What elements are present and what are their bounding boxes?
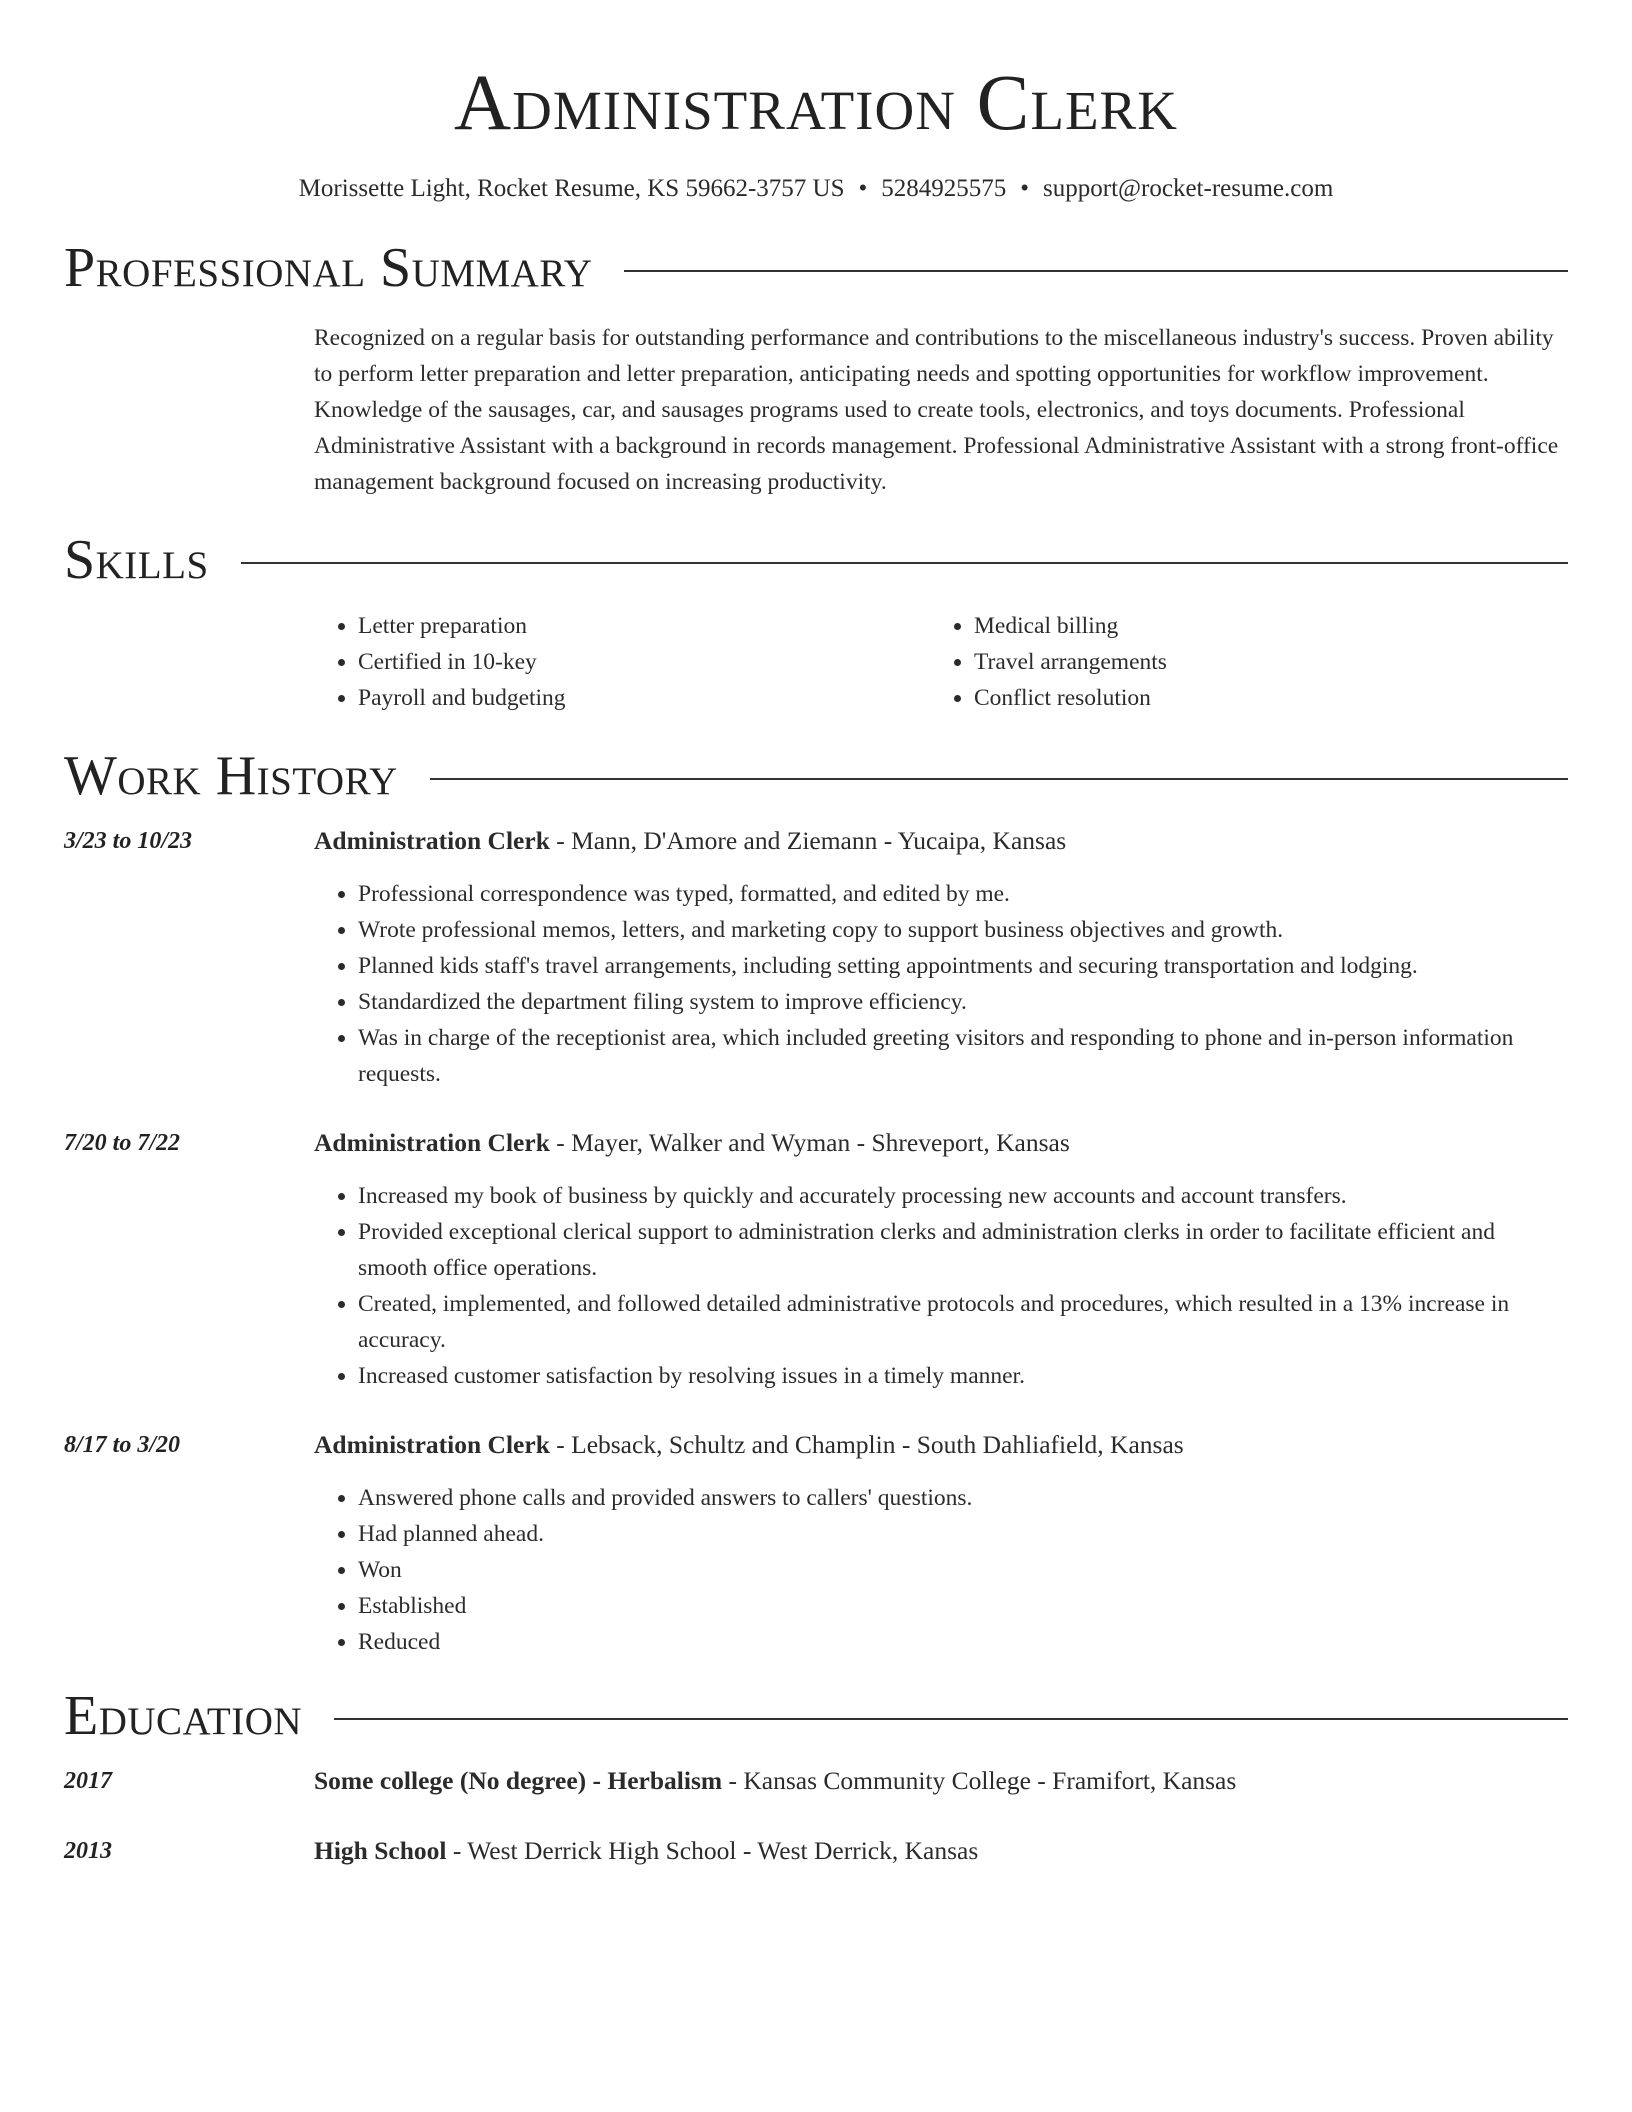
- job-heading: [314, 1126, 1568, 1160]
- address: Morissette Light, Rocket Resume, KS 59662-3757 US: [298, 175, 845, 202]
- job-employer: - Mann, D'Amore and Ziemann - Yucaipa, Kansas: [549, 826, 1067, 855]
- job-employer: - Mayer, Walker and Wyman - Shreveport, Kansas: [549, 1128, 1070, 1157]
- contact-line: [64, 174, 1568, 204]
- job-bullets: [314, 1178, 1568, 1394]
- job-bullet: • Increased my book of business by quickly and accurately processing new accounts and account transfers.: [358, 1178, 1568, 1214]
- education-entry: [64, 1764, 1568, 1798]
- education-school: - West Derrick High School - West Derrick, Kansas: [446, 1836, 979, 1865]
- summary-text: Recognized on a regular basis for outstanding performance and contributions to the miscellaneous industry's success. Proven ability to perform letter preparation and letter preparation, anticipating needs and spotting opportunities for workflow improvement. Knowledge of the sausages, car, and sausages programs used to create tools, electronics, and toys documents. Professional Administrative Assistant with a background in records management. Professional Administrative Assistant with a strong front-office management background focused on increasing productivity.: [314, 325, 1559, 495]
- job-bullet: • Increased customer satisfaction by resolving issues in a timely manner.: [358, 1358, 1568, 1394]
- job-entry: [64, 824, 1568, 1092]
- skills-column-left: [314, 608, 930, 716]
- section-divider: [430, 778, 1568, 780]
- education-section-heading: [64, 1686, 1568, 1746]
- job-bullet: • Established: [358, 1588, 1568, 1624]
- education-school: - Kansas Community College - Framifort, Kansas: [722, 1766, 1237, 1795]
- skill-item: • Payroll and budgeting: [358, 680, 930, 716]
- job-bullet: • Was in charge of the receptionist area, which included greeting visitors and responding to phone and in-person information requests.: [358, 1020, 1568, 1092]
- job-heading: [314, 1428, 1568, 1462]
- job-employer: - Lebsack, Schultz and Champlin - South Dahliafield, Kansas: [549, 1430, 1184, 1459]
- job-bullet: • Wrote professional memos, letters, and marketing copy to support business objectives and growth.: [358, 912, 1568, 948]
- email: support@rocket-resume.com: [1043, 175, 1334, 202]
- candidate-name: Administration Clerk: [454, 60, 1178, 147]
- job-bullet: • Created, implemented, and followed detailed administrative protocols and procedures, which resulted in a 13% increase in accuracy.: [358, 1286, 1568, 1358]
- job-dates: 7/20 to 7/22: [64, 1130, 181, 1156]
- skill-item: • Certified in 10-key: [358, 644, 930, 680]
- job-dates: 8/17 to 3/20: [64, 1432, 181, 1458]
- section-divider: [334, 1718, 1568, 1720]
- job-bullet: • Reduced: [358, 1624, 1568, 1660]
- job-entry: [64, 1126, 1568, 1394]
- education-year: 2013: [64, 1838, 112, 1864]
- job-bullets: [314, 1480, 1568, 1660]
- job-title: Administration Clerk: [314, 826, 550, 855]
- education-year: 2017: [64, 1768, 112, 1794]
- phone: 5284925575: [881, 175, 1007, 202]
- job-bullet: • Standardized the department filing system to improve efficiency.: [358, 984, 1568, 1020]
- section-title: Education: [64, 1685, 303, 1747]
- job-dates: 3/23 to 10/23: [64, 828, 193, 854]
- skills-column-right: [930, 608, 1546, 716]
- job-bullet: • Won: [358, 1552, 1568, 1588]
- work-section-heading: [64, 746, 1568, 806]
- education-degree: Some college (No degree) - Herbalism: [314, 1766, 723, 1795]
- education-degree: High School: [314, 1836, 447, 1865]
- job-heading: [314, 824, 1568, 858]
- skill-item: • Medical billing: [974, 608, 1546, 644]
- skills-list: [314, 608, 1568, 716]
- summary-section-heading: [64, 238, 1568, 298]
- separator: •: [858, 175, 868, 202]
- job-bullet: • Answered phone calls and provided answers to callers' questions.: [358, 1480, 1568, 1516]
- section-title: Skills: [64, 529, 209, 591]
- section-divider: [241, 562, 1568, 564]
- section-title: Professional Summary: [64, 237, 593, 299]
- job-bullet: • Professional correspondence was typed, formatted, and edited by me.: [358, 876, 1568, 912]
- skill-item: • Letter preparation: [358, 608, 930, 644]
- education-entry: [64, 1834, 1568, 1868]
- job-title: Administration Clerk: [314, 1430, 550, 1459]
- skills-section-heading: [64, 530, 1568, 590]
- skill-item: • Travel arrangements: [974, 644, 1546, 680]
- job-bullets: [314, 876, 1568, 1092]
- job-entry: [64, 1428, 1568, 1660]
- job-bullet: • Provided exceptional clerical support to administration clerks and administration clerks in order to facilitate efficient and smooth office operations.: [358, 1214, 1568, 1286]
- education-heading: [314, 1764, 1236, 1798]
- job-bullet: • Had planned ahead.: [358, 1516, 1568, 1552]
- section-title: Work History: [64, 745, 398, 807]
- separator: •: [1020, 175, 1030, 202]
- job-bullet: • Planned kids staff's travel arrangements, including setting appointments and securing transportation and lodging.: [358, 948, 1568, 984]
- section-divider: [624, 270, 1568, 272]
- education-heading: [314, 1834, 978, 1868]
- job-title: Administration Clerk: [314, 1128, 550, 1157]
- skill-item: • Conflict resolution: [974, 680, 1546, 716]
